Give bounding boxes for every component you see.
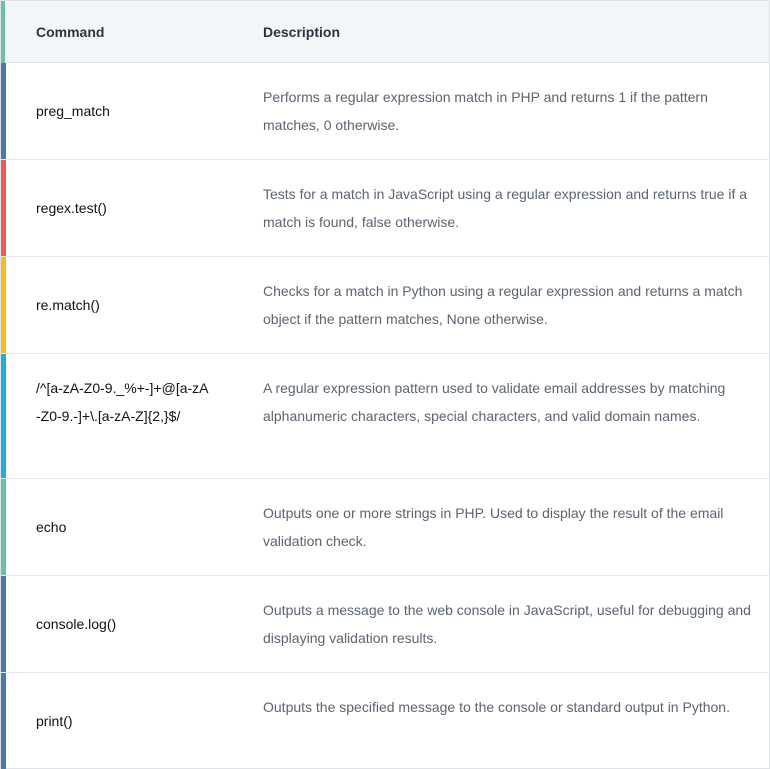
row-accent-bar — [1, 479, 6, 575]
table-row — [1, 576, 769, 673]
description-cell: Checks for a match in Python using a regular expression and returns a match object if the pattern matches, None otherwise. — [263, 283, 743, 327]
description-cell: Performs a regular expression match in PHP and returns 1 if the pattern matches, 0 otherwise. — [263, 89, 708, 133]
command-cell: echo — [36, 519, 67, 535]
table-header — [1, 1, 769, 63]
row-accent-bar — [1, 160, 6, 256]
command-cell: preg_match — [36, 103, 110, 119]
table-row — [1, 257, 769, 354]
description-cell: A regular expression pattern used to validate email addresses by matching alphanumeric characters, special characters, and valid domain names. — [263, 380, 726, 424]
row-accent-bar — [1, 63, 6, 159]
column-header-description: Description — [263, 24, 341, 40]
table-row — [1, 479, 769, 576]
table-row — [1, 160, 769, 257]
row-accent-bar — [1, 257, 6, 353]
header-accent-bar — [1, 1, 5, 63]
command-cell: console.log() — [36, 616, 117, 632]
command-cell: print() — [36, 713, 73, 729]
row-accent-bar — [1, 576, 6, 672]
description-cell: Outputs the specified message to the console or standard output in Python. — [263, 699, 730, 715]
row-accent-bar — [1, 354, 6, 478]
table-row — [1, 354, 769, 479]
command-cell: /^[a-zA-Z0-9._%+-]+@[a-zA-Z0-9.-]+\.[a-zA-Z]{2,}$/ — [36, 380, 209, 424]
command-cell: regex.test() — [36, 200, 107, 216]
table-row — [1, 673, 769, 769]
column-header-command: Command — [36, 24, 105, 40]
command-cell: re.match() — [36, 297, 100, 313]
description-cell: Outputs one or more strings in PHP. Used to display the result of the email validation check. — [263, 505, 724, 549]
row-accent-bar — [1, 673, 6, 769]
description-cell: Tests for a match in JavaScript using a regular expression and returns true if a match is found, false otherwise. — [263, 186, 748, 230]
description-cell: Outputs a message to the web console in JavaScript, useful for debugging and displaying validation results. — [263, 602, 751, 646]
table-row — [1, 63, 769, 160]
